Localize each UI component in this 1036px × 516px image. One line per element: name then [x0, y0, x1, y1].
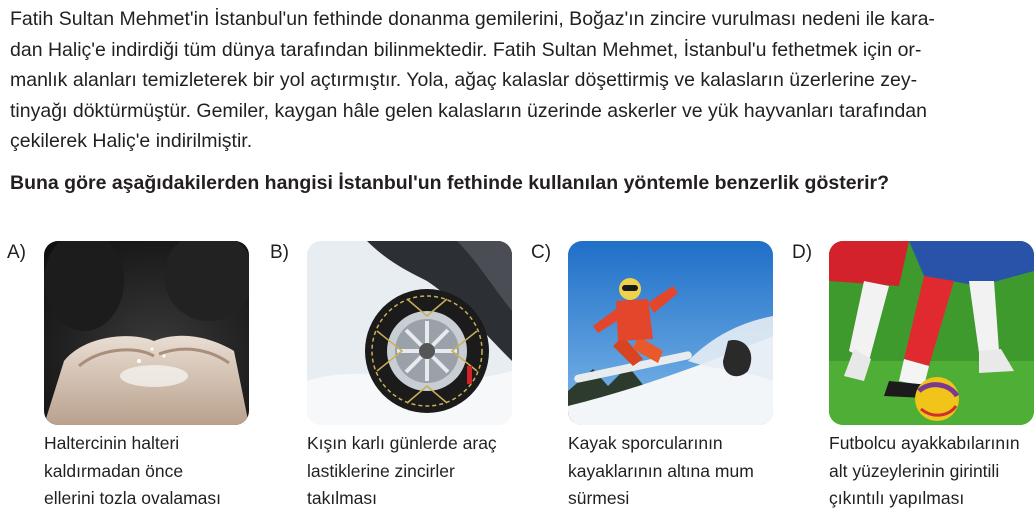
option-letter: B)	[270, 242, 289, 263]
option-d-photo	[829, 241, 1034, 425]
caption-line: Futbolcu ayakkabılarının	[829, 433, 1020, 453]
option-c[interactable]	[531, 238, 776, 516]
caption-line: çıkıntılı yapılması	[829, 488, 965, 508]
snowboarder-illustration	[568, 241, 773, 425]
passage-line: Fatih Sultan Mehmet'in İstanbul'un fethinde donanma gemilerini, Boğaz'ın zincire vurulması nedeni ile kara-	[10, 8, 935, 30]
caption-line: Kayak sporcularının	[568, 433, 723, 453]
caption-line: sürmesi	[568, 488, 630, 508]
option-a[interactable]	[7, 238, 252, 516]
chalked-hands-illustration	[44, 241, 249, 425]
option-letter: A)	[7, 242, 26, 263]
option-a-photo	[44, 241, 249, 425]
option-b-photo	[307, 241, 512, 425]
option-b[interactable]	[270, 238, 515, 516]
caption-line: ellerini tozla ovalaması	[44, 488, 222, 508]
passage-line: dan Haliç'e indirdiği tüm dünya tarafından bilinmektedir. Fatih Sultan Mehmet, İstanbul'u fethetmek için or-	[10, 38, 922, 61]
passage-line: çekilerek Haliç'e indirilmiştir.	[10, 130, 253, 152]
option-letter: C)	[531, 242, 552, 263]
caption-line: kaldırmadan önce	[44, 460, 184, 481]
passage	[10, 4, 1030, 157]
option-letter: D)	[792, 242, 813, 263]
football-player-illustration	[829, 241, 1034, 425]
caption-line: Haltercinin halteri	[44, 433, 180, 453]
passage-line: manlık alanları temizleterek bir yol açtırmıştır. Yola, ağaç kalaslar döşettirmiş ve kalasların üzerlerine zey-	[10, 69, 918, 91]
option-caption	[307, 430, 522, 513]
option-d[interactable]	[792, 238, 1036, 516]
caption-line: kayaklarının altına mum	[568, 460, 754, 481]
caption-line: takılması	[307, 488, 378, 508]
option-c-photo	[568, 241, 773, 425]
passage-line: tinyağı döktürmüştür. Gemiler, kaygan hâle gelen kalasların üzerinde askerler ve yük hayvanları tarafından	[10, 99, 927, 122]
option-caption	[829, 430, 1036, 513]
option-caption	[568, 430, 783, 513]
option-caption	[44, 430, 259, 513]
caption-line: Kışın karlı günlerde araç	[307, 433, 497, 453]
tire-chain-illustration	[307, 241, 512, 425]
caption-line: alt yüzeylerinin girintili	[829, 460, 1000, 481]
question-stem: Buna göre aşağıdakilerden hangisi İstanbul'un fethinde kullanılan yöntemle benzerlik gösterir?	[10, 172, 890, 194]
caption-line: lastiklerine zincirler	[307, 460, 455, 481]
